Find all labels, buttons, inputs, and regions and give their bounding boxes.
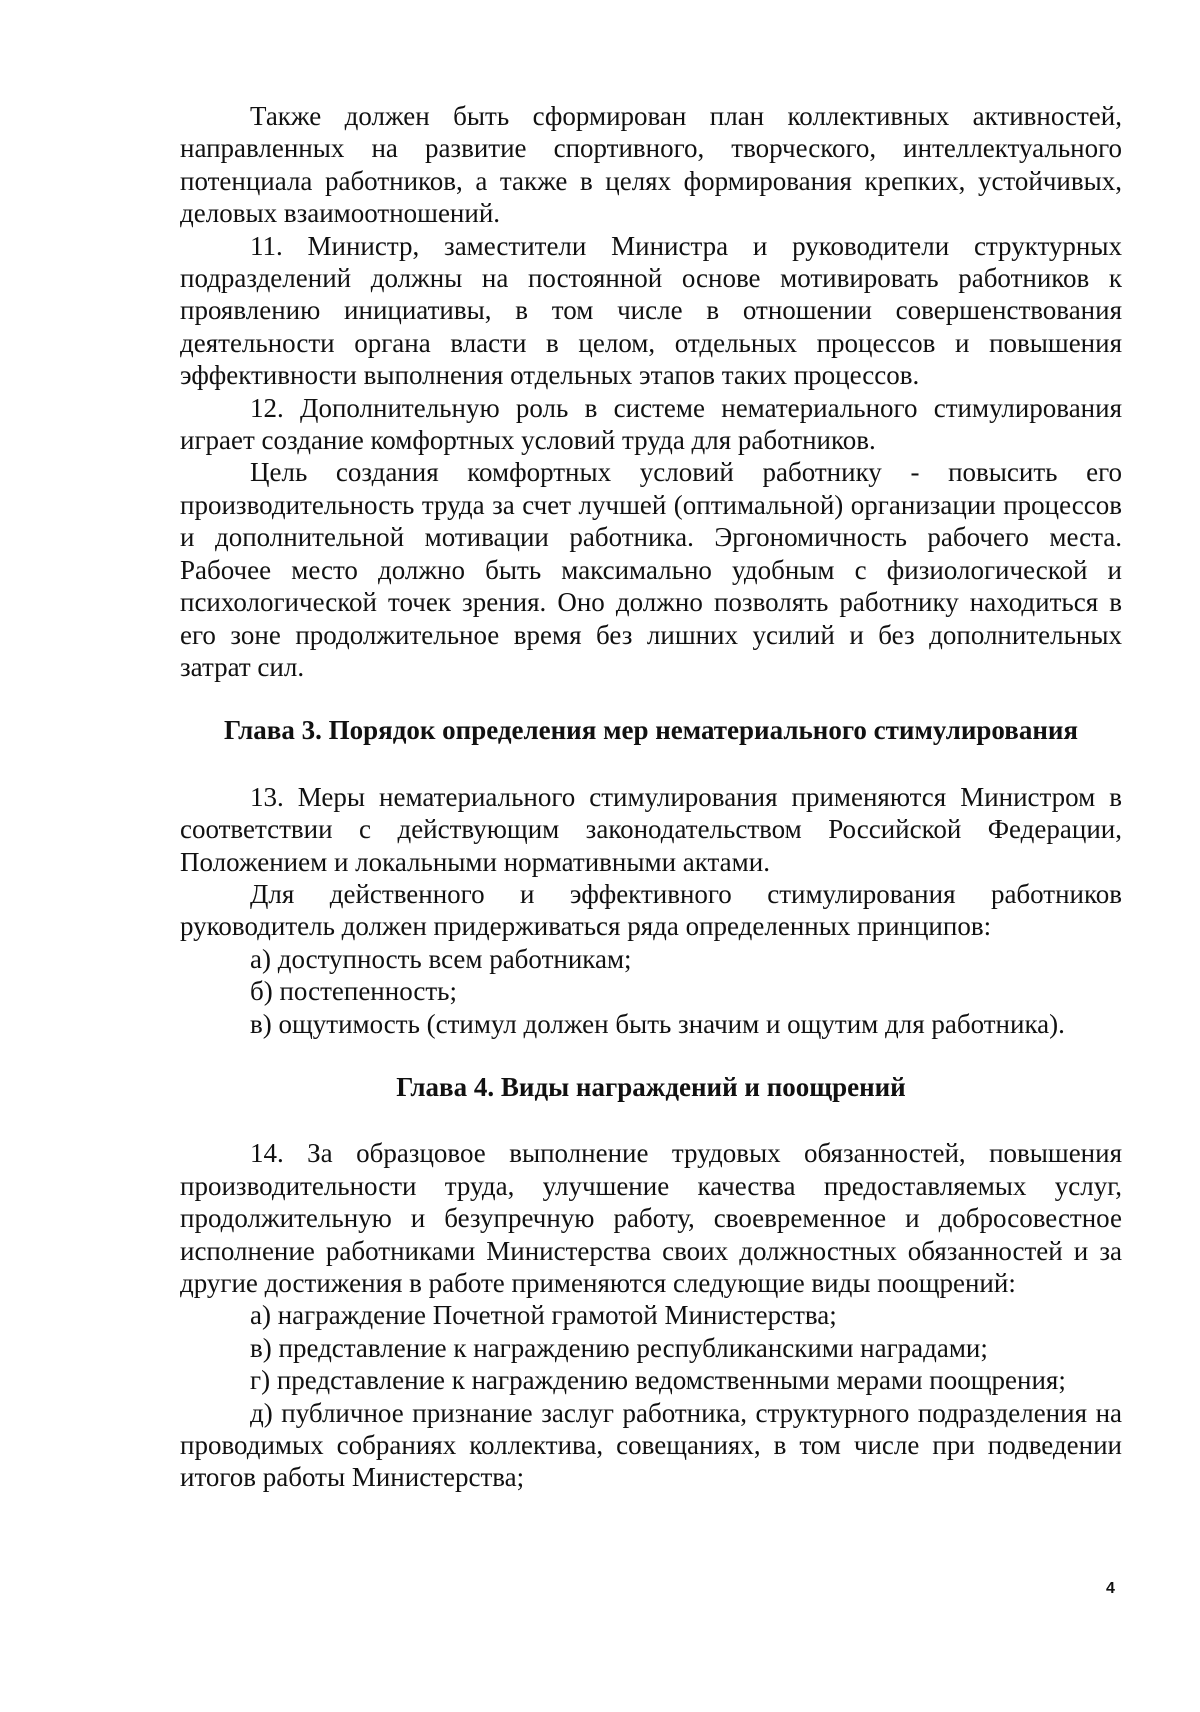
paragraph: Для действенного и эффективного стимулирования работников руководитель должен придерживаться ряда определенных принципов: — [180, 878, 1122, 942]
paragraph: д) публичное признание заслуг работника, структурного подразделения на проводимых собраниях коллектива, совещаниях, в том числе при подведении итогов работы Министерства; — [180, 1397, 1122, 1493]
spacer — [180, 683, 1122, 714]
page-number: 4 — [1106, 1580, 1115, 1597]
paragraph: 13. Меры нематериального стимулирования применяются Министром в соответствии с действующим законодательством Российской Федерации, Положением и локальными нормативными актами. — [180, 781, 1122, 877]
paragraph: Также должен быть сформирован план коллективных активностей, направленных на развитие спортивного, творческого, интеллектуального потенциала работников, а также в целях формирования крепких, устойчивых, деловых взаимоотношений. — [180, 101, 1122, 229]
list-item: б) постепенность; — [250, 976, 457, 1007]
paragraph: Цель создания комфортных условий работнику - повысить его производительность труда за счет лучшей (оптимальной) организации процессов и дополнительной мотивации работника. Эргономичность рабочего места. Рабочее место должно быть максимально удобным с физиологической и психологической точек зрения. Оно должно позволять работнику находиться в его зоне продолжительное время без лишних усилий и без дополнительных затрат сил. — [180, 457, 1122, 682]
list-item: а) награждение Почетной грамотой Министерства; — [250, 1300, 837, 1331]
paragraph: 14. За образцовое выполнение трудовых обязанностей, повышения производительности труда, улучшение качества предоставляемых услуг, продолжительную и безупречную работу, своевременное и добросовестное исполнение работниками Министерства своих должностных обязанностей и за другие достижения в работе применяются следующие виды поощрений: — [180, 1138, 1122, 1298]
paragraph: 12. Дополнительную роль в системе нематериального стимулирования играет создание комфортных условий труда для работников. — [180, 392, 1122, 456]
list-item: г) представление к награждению ведомственными мерами поощрения; — [250, 1365, 1066, 1396]
spacer — [180, 1103, 1122, 1137]
list-item: а) доступность всем работникам; — [250, 943, 632, 974]
list-item: в) ощутимость (стимул должен быть значим и ощутим для работника). — [250, 1008, 1065, 1039]
chapter-4-heading: Глава 4. Виды награждений и поощрений — [396, 1071, 906, 1102]
document-page — [180, 100, 1122, 1494]
spacer — [180, 747, 1122, 781]
chapter-3-heading: Глава 3. Порядок определения мер нематериального стимулирования — [223, 715, 1079, 746]
paragraph: 11. Министр, заместители Министра и руководители структурных подразделений должны на постоянной основе мотивировать работников к проявлению инициативы, в том числе в отношении совершенствования деятельности органа власти в целом, отдельных процессов и повышения эффективности выполнения отдельных этапов таких процессов. — [180, 230, 1122, 391]
list-item: в) представление к награждению республиканскими наградами; — [250, 1332, 988, 1363]
spacer — [180, 1040, 1122, 1071]
